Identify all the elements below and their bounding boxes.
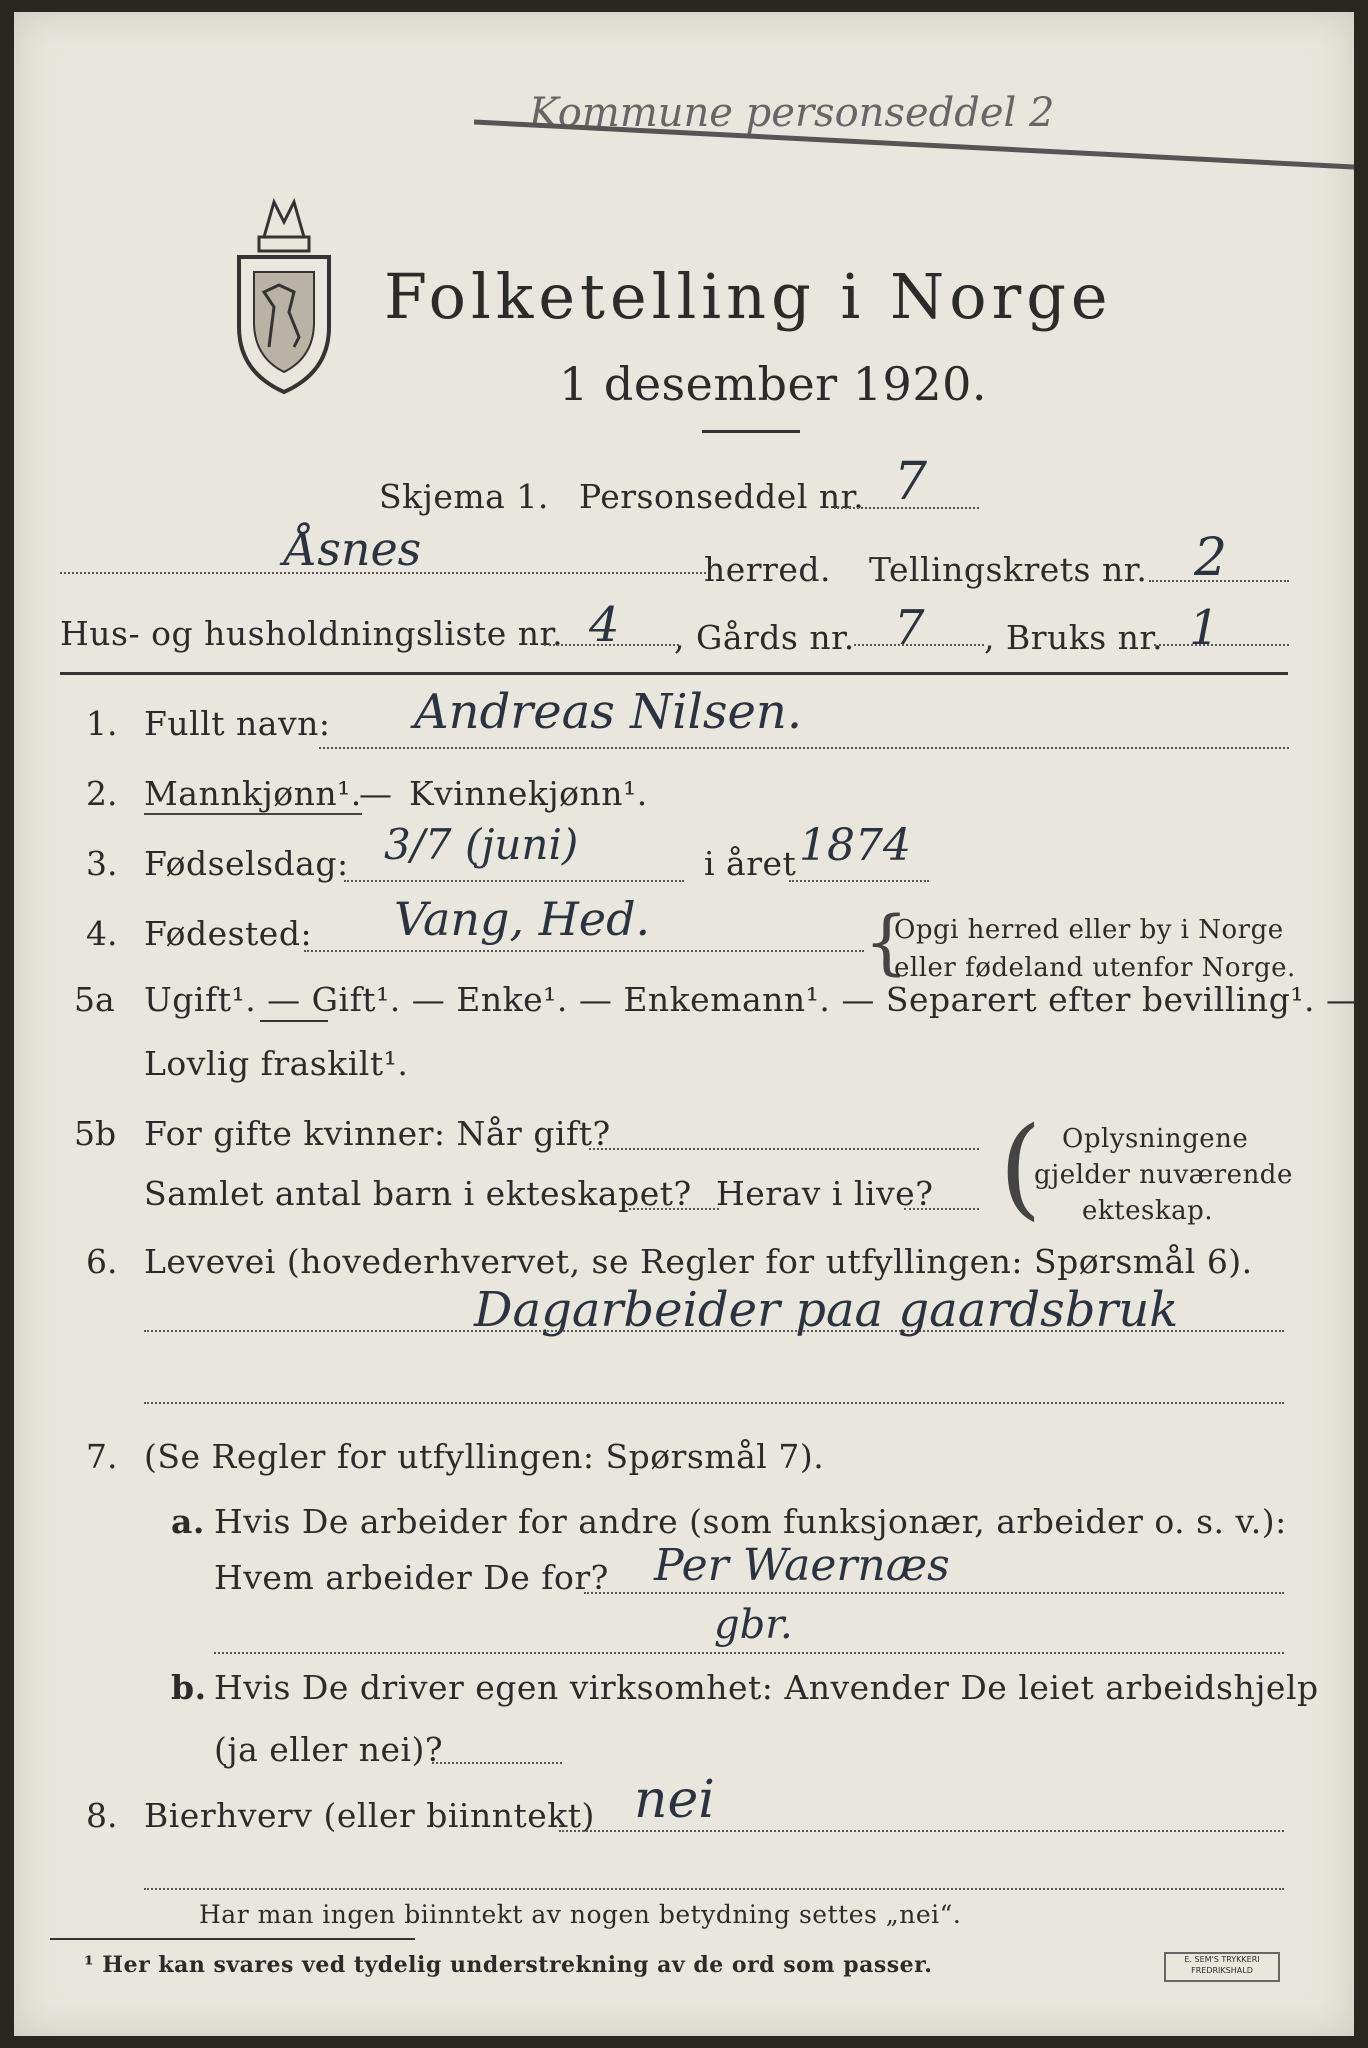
strike-through-line <box>474 112 1354 182</box>
q5b-note-line2: gjelder nuværende <box>1034 1160 1293 1190</box>
occupation-field-line2[interactable] <box>144 1402 1284 1404</box>
tellingskrets-label: Tellingskrets nr. <box>869 550 1148 589</box>
employer-field[interactable] <box>584 1592 1284 1594</box>
norway-coat-of-arms-icon <box>224 197 344 397</box>
bruks-label: , Bruks nr. <box>984 618 1164 657</box>
q4-brace: { <box>864 901 909 983</box>
personseddel-label: Personseddel nr. <box>579 477 865 516</box>
civil-status-line2[interactable]: Lovlig fraskilt¹. <box>144 1044 409 1083</box>
q6-number: 6. <box>86 1242 118 1281</box>
bruks-field[interactable] <box>1154 644 1289 646</box>
crossed-out-heading: Kommune personseddel 2 <box>529 90 1055 136</box>
census-date: 1 desember 1920. <box>559 357 987 411</box>
q4-label: Fødested: <box>144 914 313 953</box>
printer-stamp-text: E. SEM'S TRYKKERI FREDRIKSHALD <box>1184 1955 1260 1975</box>
skjema-label: Skjema 1. <box>379 477 549 516</box>
hus-value: 4 <box>589 597 620 653</box>
q7-label: (Se Regler for utfyllingen: Spørsmål 7). <box>144 1437 825 1476</box>
herred-value: Åsnes <box>284 522 422 576</box>
personseddel-value: 7 <box>894 452 928 512</box>
footer-note: Har man ingen biinntekt av nogen betydning settes „nei“. <box>199 1900 962 1929</box>
q5b-brace: ( <box>999 1103 1042 1231</box>
q1-label: Fullt navn: <box>144 704 331 743</box>
male-option[interactable]: Mannkjønn¹. <box>144 774 362 813</box>
bruks-value: 1 <box>1189 600 1220 656</box>
q7b-line1: Hvis De driver egen virksomhet: Anvender De leiet arbeidshjelp <box>214 1668 1319 1707</box>
tellingskrets-value: 2 <box>1194 528 1228 588</box>
header-divider <box>60 672 1288 675</box>
full-name-field[interactable] <box>319 747 1289 749</box>
employer-value: Per Waernæs <box>654 1540 950 1591</box>
census-form-page <box>14 12 1360 2036</box>
birthday-value: 3/7 (juni) <box>384 820 579 869</box>
page-title: Folketelling i Norge <box>384 260 1113 333</box>
q5b-line1: For gifte kvinner: Når gift? <box>144 1114 611 1153</box>
q5b-note-line3: ekteskap. <box>1082 1196 1213 1226</box>
birth-year-field[interactable] <box>789 880 929 882</box>
q4-note-line1: Opgi herred eller by i Norge <box>894 915 1284 945</box>
side-income-field-line2[interactable] <box>144 1888 1284 1890</box>
q8-number: 8. <box>86 1796 118 1835</box>
married-when-field[interactable] <box>589 1148 979 1150</box>
hus-label: Hus- og husholdningsliste nr. <box>60 614 564 653</box>
employer-field-line2[interactable] <box>214 1652 1284 1654</box>
side-income-value: nei <box>634 1770 715 1830</box>
herred-label: herred. <box>704 550 831 589</box>
gards-value: 7 <box>894 600 925 656</box>
q7-number: 7. <box>86 1437 118 1476</box>
year-label: i året <box>704 844 797 883</box>
q2-number: 2. <box>86 774 118 813</box>
children-alive-field[interactable] <box>904 1208 979 1210</box>
birthplace-value: Vang, Hed. <box>394 892 651 946</box>
q7b-letter: b. <box>171 1668 207 1707</box>
employer-value-line2: gbr. <box>714 1602 793 1648</box>
footnote: ¹ Her kan svares ved tydelig understrekning av de ord som passer. <box>84 1952 933 1978</box>
birth-year-value: 1874 <box>799 820 911 871</box>
q7a-line1: Hvis De arbeider for andre (som funksjonær, arbeider o. s. v.): <box>214 1502 1287 1541</box>
q5b-children-label: Samlet antal barn i ekteskapet? <box>144 1174 692 1213</box>
q3-label: Fødselsdag: <box>144 844 349 883</box>
civil-status-options[interactable]: Ugift¹. — Gift¹. — Enke¹. — Enkemann¹. — Separert efter bevilling¹. — <box>144 980 1360 1019</box>
q6-label: Levevei (hovederhvervet, se Regler for utfyllingen: Spørsmål 6). <box>144 1242 1253 1281</box>
q7a-letter: a. <box>171 1502 205 1541</box>
title-divider <box>702 430 800 433</box>
q1-number: 1. <box>86 704 118 743</box>
printer-stamp <box>1164 1952 1280 1982</box>
hired-help-field[interactable] <box>432 1762 562 1764</box>
occupation-value: Dagarbeider paa gaardsbruk <box>474 1282 1179 1338</box>
footnote-divider <box>50 1938 415 1940</box>
gift-underline <box>260 1020 328 1022</box>
q3-number: 3. <box>86 844 118 883</box>
q7b-line2: (ja eller nei)? <box>214 1730 444 1769</box>
birthplace-field[interactable] <box>304 950 864 952</box>
q4-number: 4. <box>86 914 118 953</box>
birthday-field[interactable] <box>344 880 684 882</box>
q5b-alive-label: Herav i live? <box>716 1174 934 1213</box>
full-name-value: Andreas Nilsen. <box>414 684 803 740</box>
q5a-number: 5a <box>74 980 115 1019</box>
side-income-field[interactable] <box>559 1830 1284 1832</box>
q2-separator: — <box>359 774 393 813</box>
q5b-note-line1: Oplysningene <box>1062 1124 1249 1154</box>
female-option[interactable]: Kvinnekjønn¹. <box>409 774 648 813</box>
q5b-number: 5b <box>74 1114 117 1153</box>
q8-label: Bierhverv (eller biinntekt) <box>144 1796 595 1835</box>
children-total-field[interactable] <box>629 1208 719 1210</box>
gards-label: , Gårds nr. <box>674 618 855 657</box>
q7a-line2: Hvem arbeider De for? <box>214 1558 609 1597</box>
q4-note-line2: eller fødeland utenfor Norge. <box>894 953 1296 983</box>
